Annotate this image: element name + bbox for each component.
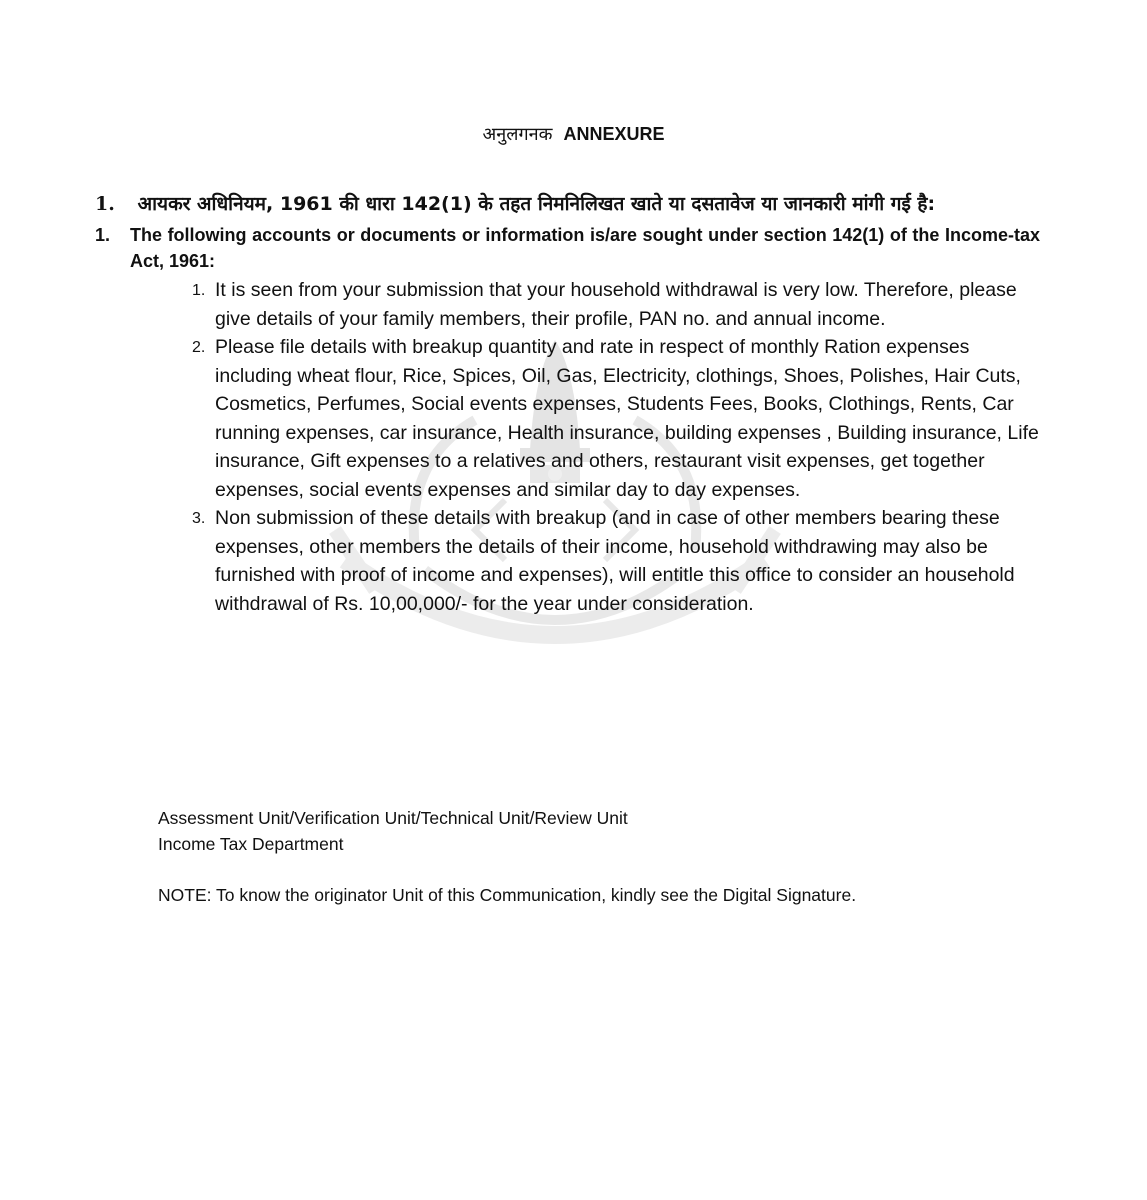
title-hindi: अनुलगनक <box>482 124 553 145</box>
english-item-number: 1. <box>95 225 111 245</box>
list-item <box>190 504 1040 618</box>
list-item <box>190 333 1040 504</box>
list-item-text: It is seen from your submission that your household withdrawal is very low. Therefore, please give details of your family members, their profile, PAN no. and annual income. <box>215 279 1017 330</box>
list-item-number: 2. <box>192 339 206 356</box>
list-item-text: Non submission of these details with breakup (and in case of other members bearing these expenses, other members the details of their income, household withdrawing may also be furnished with proof of income and expenses), will entitle this office to consider an household withdrawal of Rs. 10,00,000/- for the year under consideration. <box>215 507 1015 615</box>
footer-note: NOTE: To know the originator Unit of this Communication, kindly see the Digital Signature. <box>158 885 857 905</box>
list-item-text: Please file details with breakup quantity and rate in respect of monthly Ration expenses including wheat flour, Rice, Spices, Oil, Gas, Electricity, clothings, Shoes, Polishes, Hair Cuts, Cosmetics, Perfumes, Social events expenses, Students Fees, Books, Clothings, Rents, Car running expenses, car insurance, Health insurance, building expenses , Building insurance, Life insurance, Gift expenses to a relatives and others, restaurant visit expenses, get together expenses, social events expenses and similar day to day expenses. <box>215 336 1039 501</box>
list-item <box>190 276 1040 333</box>
annexure-title <box>0 122 1147 146</box>
footer-unit-line: Assessment Unit/Verification Unit/Technical Unit/Review Unit <box>158 808 628 828</box>
sought-items-list <box>190 276 1040 618</box>
list-item-number: 1. <box>192 282 206 299</box>
english-heading-item <box>95 222 1040 274</box>
hindi-heading-item <box>95 190 1055 216</box>
list-item-number: 3. <box>192 510 206 527</box>
title-english: ANNEXURE <box>563 124 665 144</box>
footer-department: Income Tax Department <box>158 834 344 854</box>
hindi-item-number: 1. <box>95 193 115 215</box>
english-item-text: The following accounts or documents or information is/are sought under section 142(1) of the Income-tax Act, 1961: <box>130 225 1040 271</box>
hindi-item-text: आयकर अधिनियम, 1961 की धारा 142(1) के तहत निमनिलिखत खाते या दसतावेज या जानकारी मांगी गई है: <box>137 193 936 215</box>
